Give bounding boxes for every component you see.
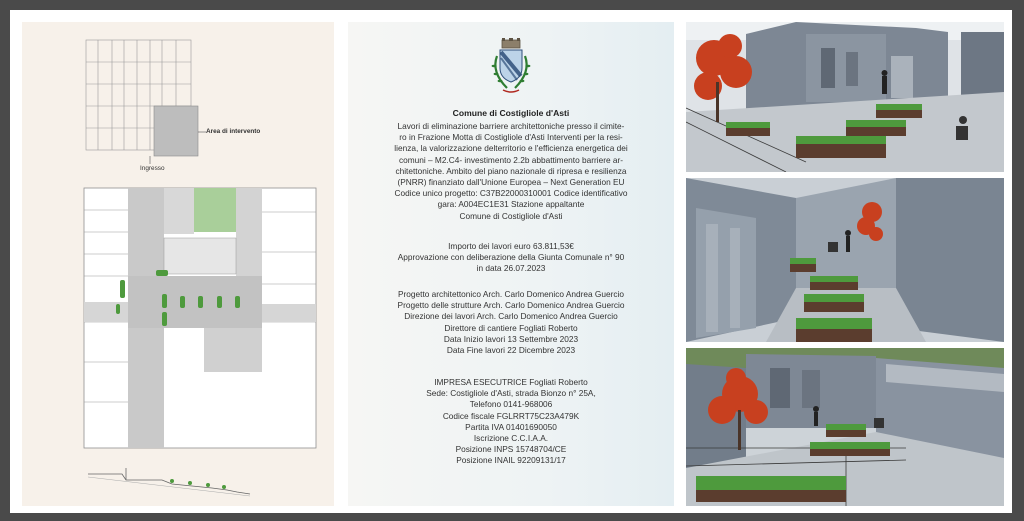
amount-line: Importo dei lavori euro 63.811,53€ [448,241,574,251]
description-line: lienza, la valorizzazione delterritorio e l'efficienza energetica dei [394,143,628,154]
contractor-line: Posizione INAIL 92209131/17 [456,455,566,466]
render-view-2 [686,178,1004,342]
end-date-line: Data Fine lavori 22 Dicembre 2023 [446,345,576,356]
credit-line: Progetto architettonico Arch. Carlo Domenico Andrea Guercio [398,289,624,299]
credit-line: Direzione dei lavori Arch. Carlo Domenico Andrea Guercio [404,311,618,322]
contractor-line: Posizione INPS 15748704/CE [455,444,567,455]
contractor-line: Iscrizione C.C.I.A.A. [473,433,549,444]
contractor-line: Partita IVA 01401690050 [465,421,557,432]
render-view-3 [686,348,1004,506]
project-amount [356,241,666,275]
coat-of-arms-logo [487,38,535,96]
notice-header [356,108,666,119]
site-plan-drawing [22,22,334,506]
credit-line: Direttore di cantiere Fogliati Roberto [444,322,578,333]
green-courtyard [194,188,236,232]
description-line: (PNRR) finanziato dall'Unione Europea – Next Generation EU [397,177,625,188]
description-line: gara: A004EC1E31 Stazione appaltante [437,199,585,210]
poster-board [10,10,1012,513]
project-notice-panel [348,22,674,506]
description-line: chitettoniche. Ambito del piano nazionale di ripresa e resilienza [395,165,627,176]
render-view-1 [686,22,1004,172]
main-plan [84,188,316,448]
description-line: ro in Frazione Motta di Costigliole d'Asti Interventi per la resi- [399,132,623,143]
start-date-line: Data Inizio lavori 13 Settembre 2023 [443,333,579,344]
contractor-line: Sede: Costigliole d'Asti, strada Bionzo n° 25A, [426,388,596,399]
contractor-line: Telefono 0141-968006 [469,399,553,410]
site-plan-panel [22,22,334,506]
entrance-label: Ingresso [140,165,165,172]
project-credits [356,289,666,356]
description-line: Comune di Costigliole d'Asti [459,210,563,221]
project-description [356,121,666,222]
intervention-area-marker [154,106,198,156]
description-line: comuni – M2.C4- investimento 2.2b abbattimento barriere ar- [398,154,624,165]
intervention-courtyard [128,276,262,328]
approval-line: Approvazione con deliberazione della Giunta Comunale n° 90 [397,252,625,263]
contractor-line: IMPRESA ESECUTRICE Fogliati Roberto [434,377,588,387]
approval-date-line: in data 26.07.2023 [476,263,546,274]
area-label: Area di intervento [206,128,261,135]
contractor-line: Codice fiscale FGLRRT75C23A479K [442,410,580,421]
site-section [88,468,250,496]
description-line: Codice unico progetto: C37B22000310001 Codice identificativo [394,188,628,199]
credit-line: Progetto delle strutture Arch. Carlo Domenico Andrea Guercio [397,300,625,311]
contractor-details [356,377,666,467]
renders-panel [686,22,1004,506]
commune-title: Comune di Costigliole d'Asti [452,108,570,118]
description-line: Lavori di eliminazione barriere architettoniche presso il cimite- [397,121,625,131]
